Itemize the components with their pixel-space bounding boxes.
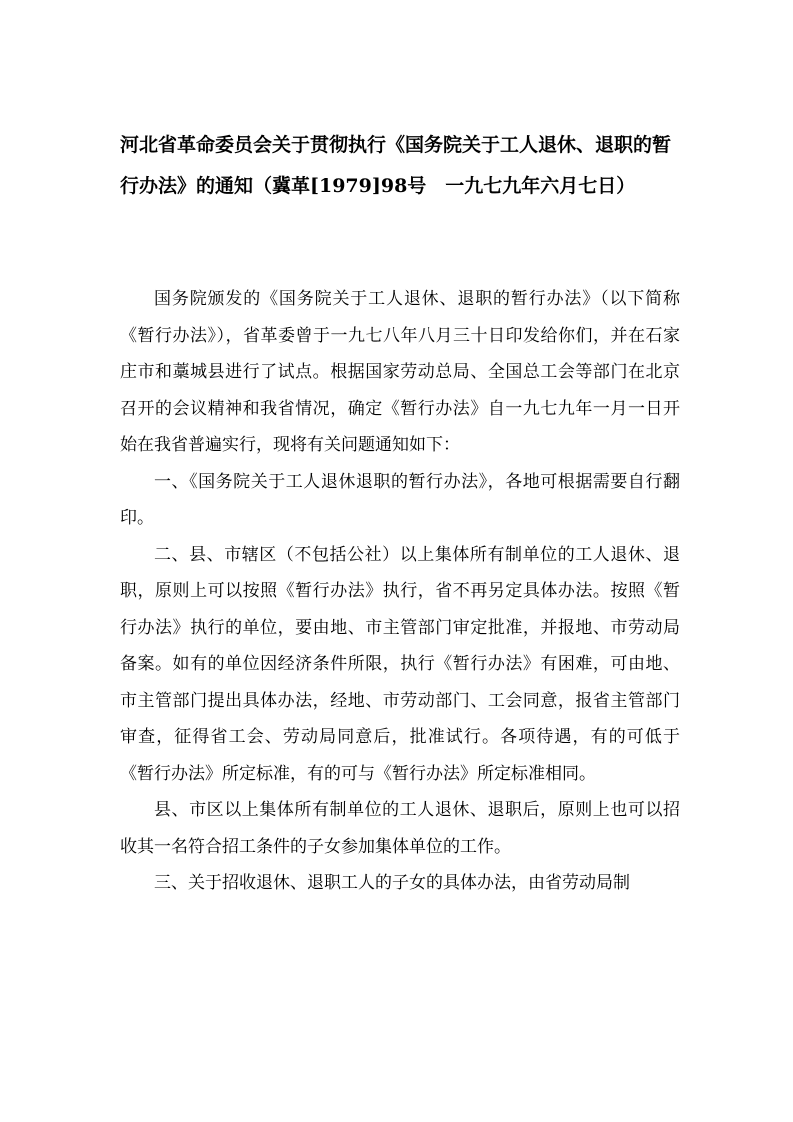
paragraph-item-2: 二、县、市辖区（不包括公社）以上集体所有制单位的工人退休、退职，原则上可以按照《暂行办法》执行，省不再另定具体办法。按照《暂行办法》执行的单位，要由地、市主管部门审定批准，并报地、市劳动局备案。如有的单位因经济条件所限，执行《暂行办法》有困难，可由地、市主管部门提出具体办法，经地、市劳动部门、工会同意，报省主管部门审查，征得省工会、劳动局同意后，批准试行。各项待遇，有的可低于《暂行办法》所定标准，有的可与《暂行办法》所定标准相同。: [120, 544, 680, 784]
page-title: 河北省革命委员会关于贯彻执行《国务院关于工人退休、退职的暂行办法》的通知（冀革[1979]98号 一九七九年六月七日）: [120, 134, 672, 197]
document-body: [120, 281, 680, 902]
paragraph-intro: 国务院颁发的《国务院关于工人退休、退职的暂行办法》（以下简称《暂行办法》），省革委曾于一九七八年八月三十日印发给你们，并在石家庄市和藁城县进行了试点。根据国家劳动总局、全国总工会等部门在北京召开的会议精神和我省情况，确定《暂行办法》自一九七九年一月一日开始在我省普遍实行，现将有关问题通知如下：: [120, 289, 680, 455]
paragraph-item-1: 一、《国务院关于工人退休退职的暂行办法》，各地可根据需要自行翻印。: [120, 471, 680, 528]
paragraph-item-3: 三、关于招收退休、退职工人的子女的具体办法，由省劳动局制: [154, 873, 630, 893]
paragraph-item-2-supplement: 县、市区以上集体所有制单位的工人退休、退职后，原则上也可以招收其一名符合招工条件的子女参加集体单位的工作。: [120, 800, 680, 857]
